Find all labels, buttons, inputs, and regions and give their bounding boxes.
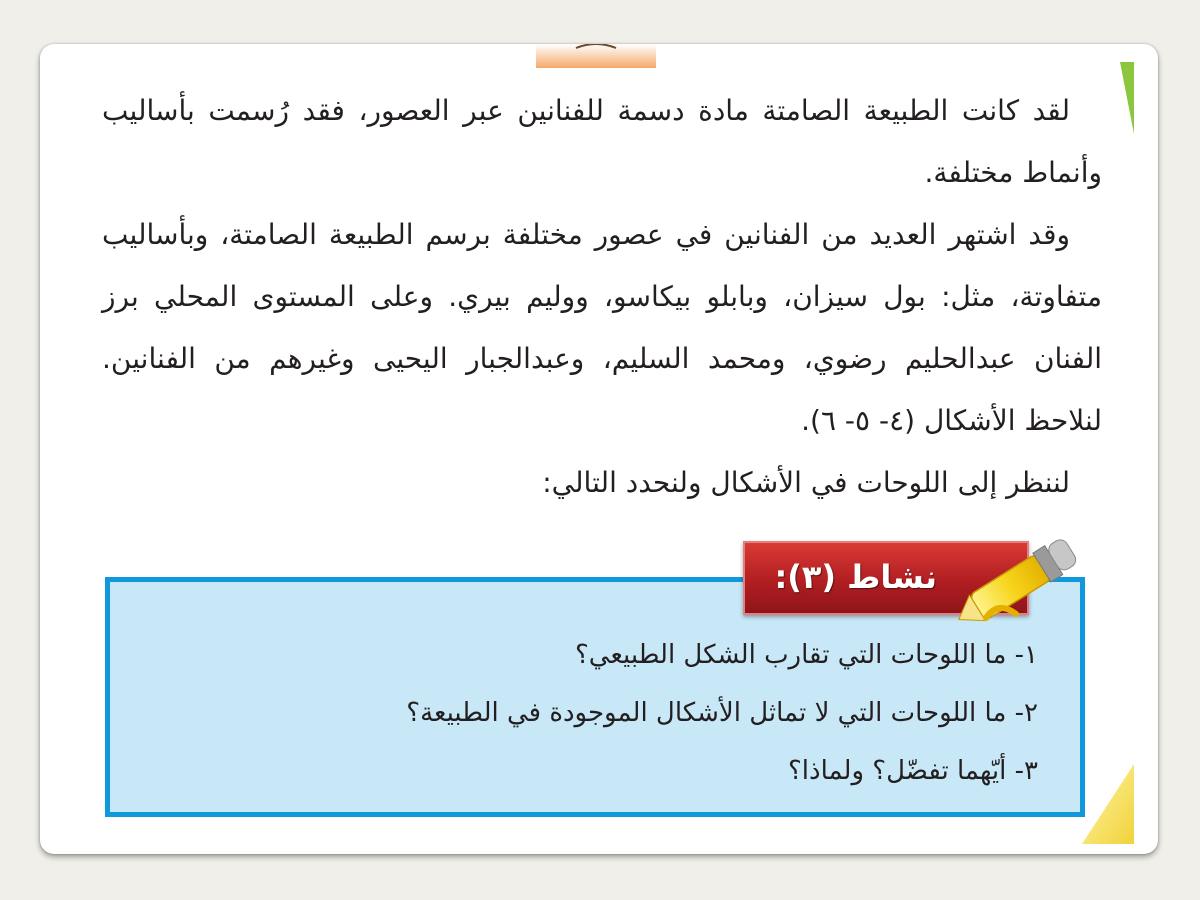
question-item: ١- ما اللوحات التي تقارب الشكل الطبيعي؟ [574, 640, 1038, 670]
green-corner-decoration [1120, 62, 1134, 134]
slide [40, 44, 1158, 854]
paragraph-1: لقد كانت الطبيعة الصامتة مادة دسمة للفنانين عبر العصور، فقد رُسمت بأساليب وأنماط مختلفة. [102, 94, 1102, 189]
paragraph-2: وقد اشتهر العديد من الفنانين في عصور مختلفة برسم الطبيعة الصامتة، وبأساليب متفاوتة، مثل: بول سيزان، وبابلو بيكاسو، ووليم بيري. وعلى المستوى المحلي برز الفنان عبدالحليم رضوي، ومحمد السليم، وعبدالجبار اليحيى وغيرهم من الفنانين. لنلاحظ الأشكال (٤- ٥- ٦). [102, 218, 1102, 437]
yellow-corner-decoration [1082, 764, 1134, 844]
question-item: ٣- أيّهما تفضّل؟ ولماذا؟ [788, 756, 1038, 786]
question-item: ٢- ما اللوحات التي لا تماثل الأشكال الموجودة في الطبيعة؟ [406, 698, 1038, 728]
prompt-line: لننظر إلى اللوحات في الأشكال ولنحدد التالي: [542, 466, 1070, 499]
activity-title: نشاط (٣): [774, 558, 937, 596]
pencil-icon [958, 522, 1088, 632]
top-decoration [536, 44, 656, 68]
body-text [102, 80, 1102, 514]
activity-questions [130, 626, 1038, 800]
